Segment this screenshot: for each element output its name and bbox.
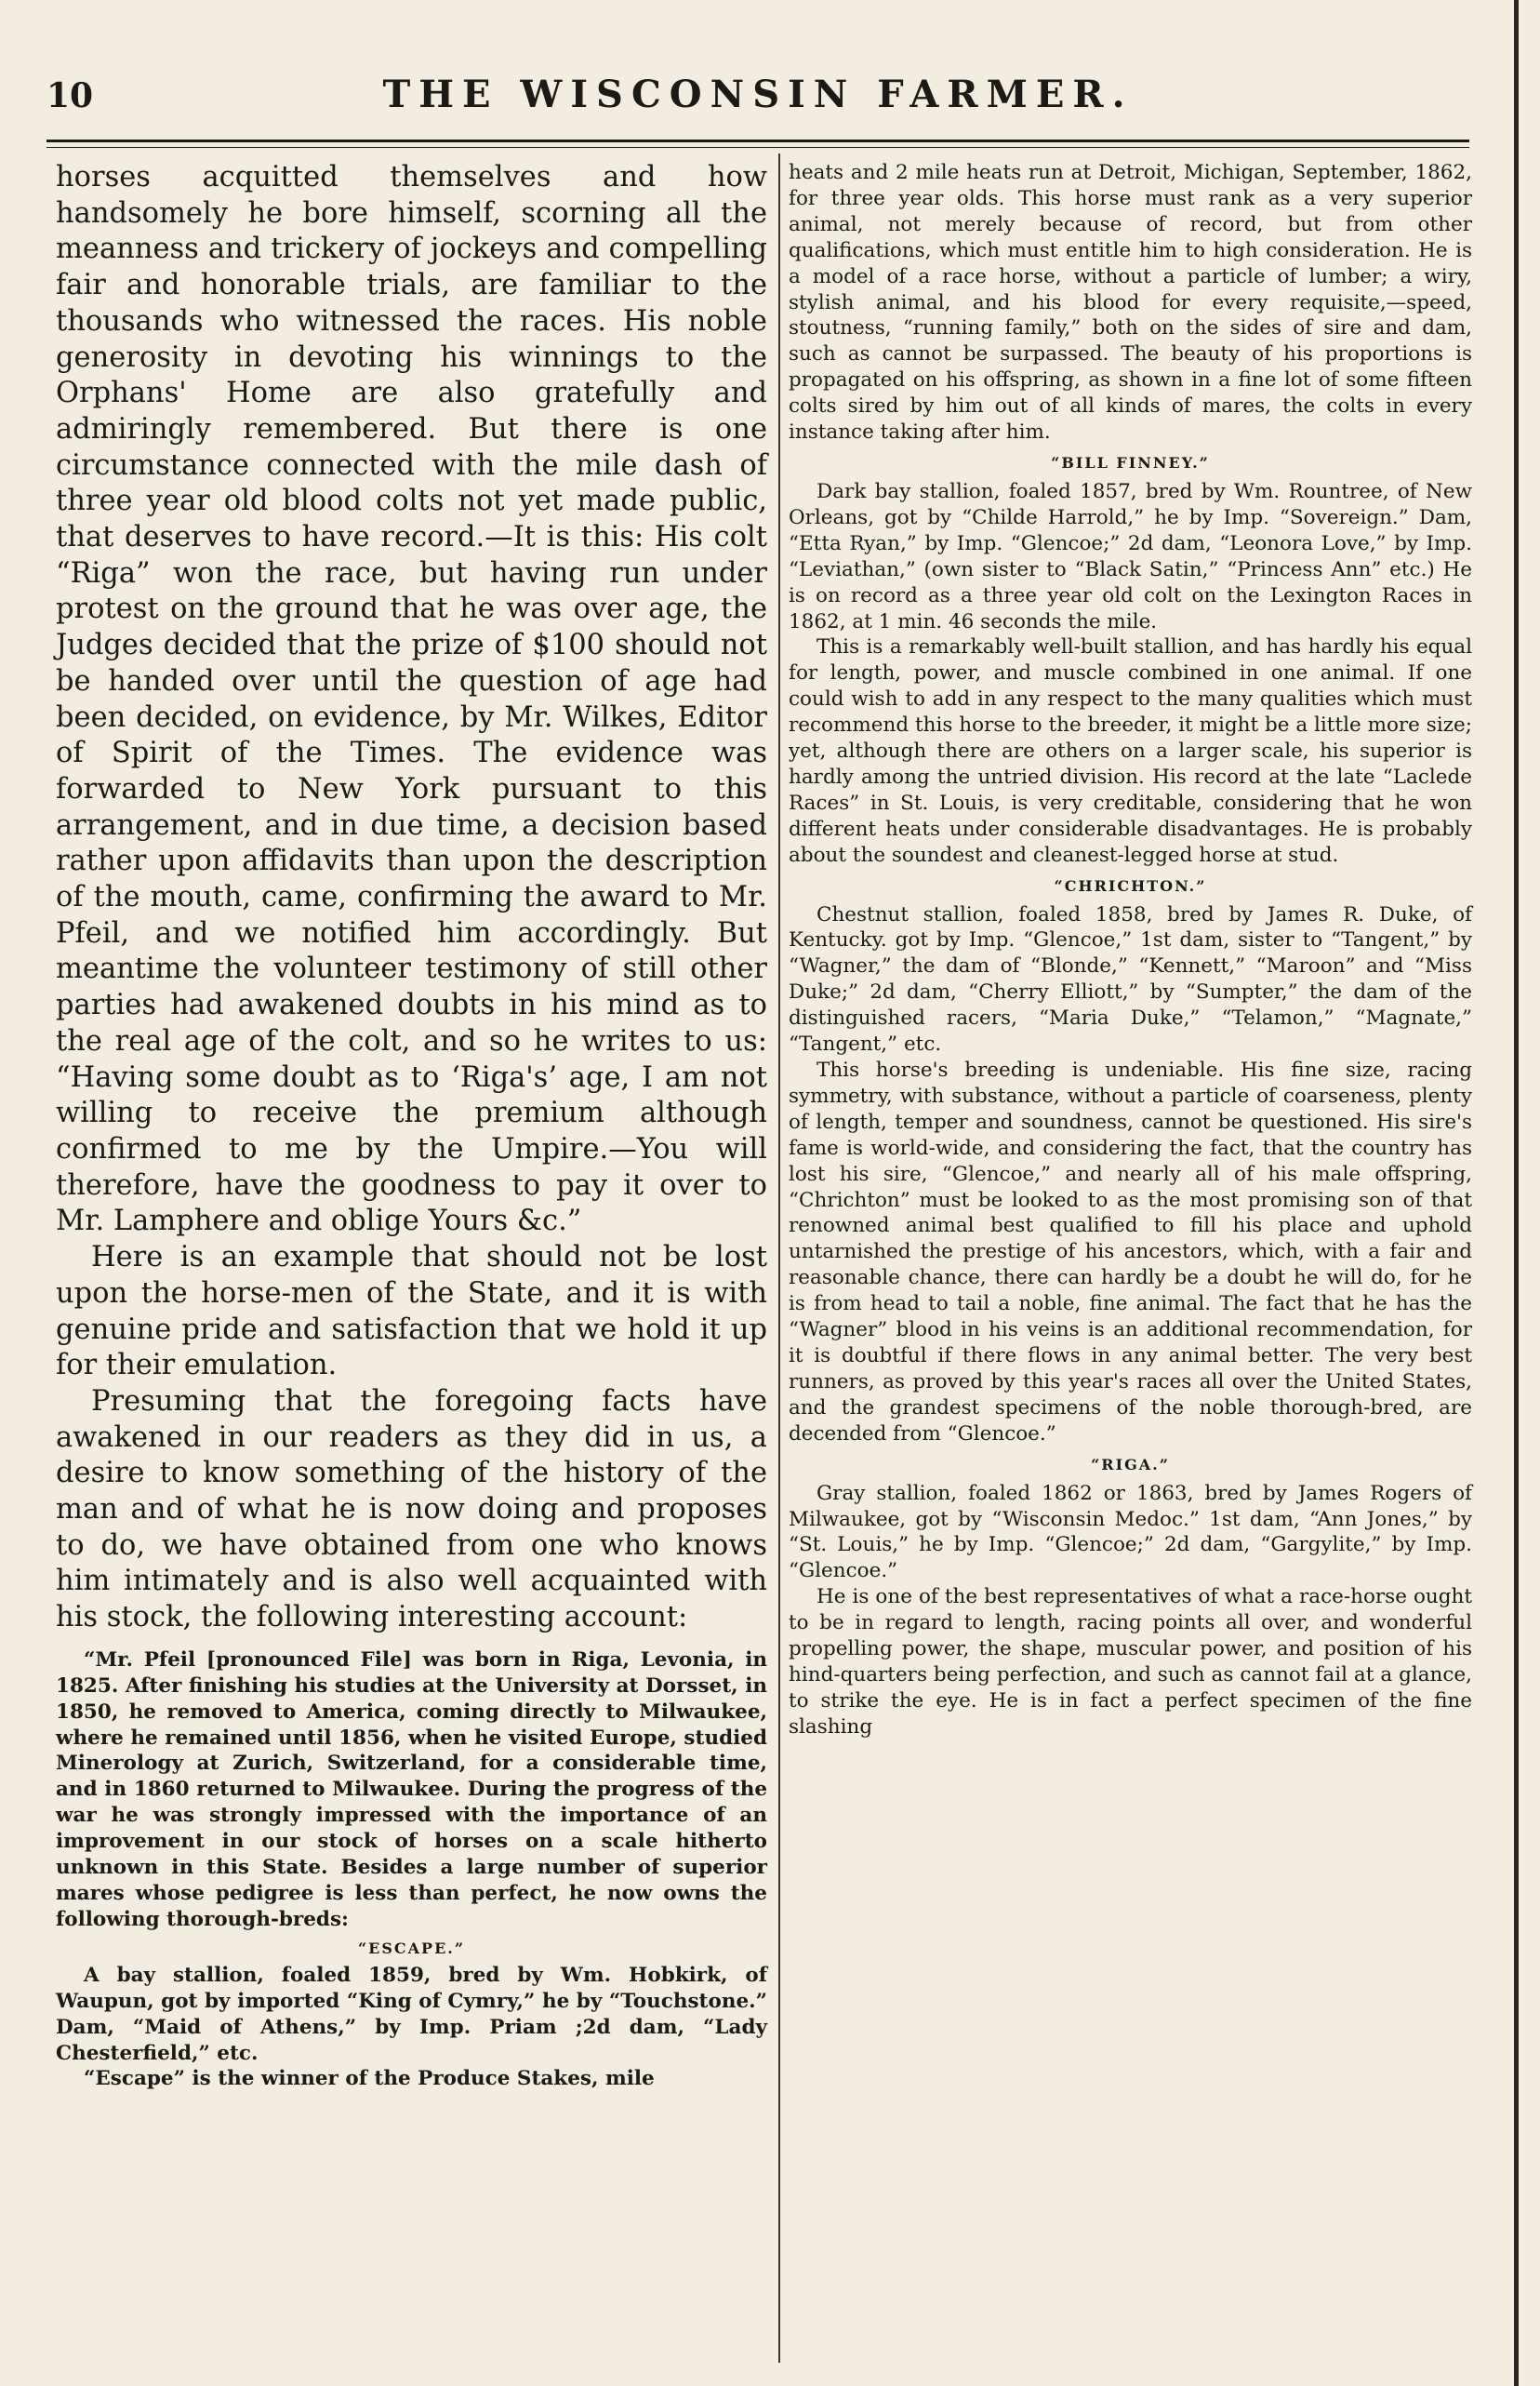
section-heading-escape: “ESCAPE.”	[357, 1939, 466, 1957]
section-heading-chrichton: “CHRICHTON.”	[1054, 876, 1207, 895]
paragraph: Chestnut stallion, foaled 1858, bred by James R. Duke, of Kentucky. got by Imp. “Glencoe,” 1st dam, sister to “Tangent,” by “Wagner,” the dam of “Blonde,” “Kennett,” “Maroon” and “Miss Duke;” 2d dam, “Cherry Elliott,” by “Sumpter,” the dam of the distinguished racers, “Maria Duke,” “Telamon,” “Magnate,” “Tangent,” etc.	[789, 902, 1472, 1057]
section-heading-bill-finney: “BILL FINNEY.”	[1051, 453, 1210, 472]
paragraph: Presuming that the foregoing facts have awakened in our readers as they did in us, a desire to know something of the history of the man and of what he is now doing and proposes to do, we have obtained from one who knows him intimately and is also well acquainted with his stock, the following interesting account:	[56, 1384, 767, 1634]
paragraph: “Mr. Pfeil [pronounced File] was born in Riga, Levonia, in 1825. After finishing his studies at the University at Dorsset, in 1850, he removed to America, coming directly to Milwaukee, where he remained until 1856, when he visited Europe, studied Minerology at Zurich, Switzerland, for a considerable time, and in 1860 returned to Milwaukee. During the progress of the war he was strongly impressed with the importance of an improvement in our stock of horses on a scale hitherto unknown in this State. Besides a large number of superior mares whose pedigree is less than perfect, he now owns the following thorough-breds:	[56, 1647, 767, 1931]
column-divider	[778, 153, 780, 2363]
paragraph: A bay stallion, foaled 1859, bred by Wm. Hobkirk, of Waupun, got by imported “King of Cymry,” he by “Touchstone.” Dam, “Maid of Athens,” by Imp. Priam ;2d dam, “Lady Chesterfield,” etc.	[56, 1963, 767, 2065]
left-body	[56, 160, 767, 1636]
paragraph: This is a remarkably well-built stallion, and has hardly his equal for length, power, and muscle combined in one animal. If one could wish to add in any respect to the many qualities which must recommend this horse to the breeder, it might be a little more size; yet, although there are others on a larger scale, his superior is hardly among the untried division. His record at the late “Laclede Races” in St. Louis, is very creditable, considering that he won different heats under considerable disadvantages. He is probably about the soundest and cleanest-legged horse at stud.	[789, 635, 1472, 867]
paragraph: This horse's breeding is undeniable. His fine size, racing symmetry, with substance, without a particle of coarseness, plenty of length, temper and soundness, cannot be questioned. His sire's fame is world-wide, and considering the fact, that the country has lost his sire, “Glencoe,” and nearly all of his male offspring, “Chrichton” must be looked to as the most promising son of that renowned animal best qualified to fill his place and uphold untarnished the prestige of his ancestors, which, with a fair and reasonable chance, there can hardly be a doubt he will do, for he is from head to tail a noble, fine animal. The fact that he has the “Wagner” blood in his veins is an additional recommendation, for it is doubtful if there flows in any animal better. The very best runners, as proved by this year's races all over the United States, and the grandest specimens of the noble thorough-bred, are decended from “Glencoe.”	[789, 1059, 1472, 1446]
paragraph: Here is an example that should not be lost upon the horse-men of the State, and it is with genuine pride and satisfaction that we hold it up for their emulation.	[56, 1241, 767, 1382]
publication-title: THE WISCONSIN FARMER.	[382, 73, 1134, 116]
page-number: 10	[46, 76, 94, 115]
right-column	[789, 160, 1472, 1740]
section-heading-riga: “RIGA.”	[1091, 1455, 1170, 1473]
paragraph: Dark bay stallion, foaled 1857, bred by Wm. Rountree, of New Orleans, got by “Childe Harrold,” he by Imp. “Sovereign.” Dam, “Etta Ryan,” by Imp. “Glencoe;” 2d dam, “Leonora Love,” by Imp. “Leviathan,” (own sister to “Black Satin,” “Princess Ann” etc.) He is on record as a three year old colt on the Lexington Races in 1862, at 1 min. 46 seconds the mile.	[789, 479, 1472, 633]
header-rule-thick	[46, 140, 1469, 142]
paragraph: horses acquitted themselves and how handsomely he bore himself, scorning all the meanness and trickery of jockeys and compelling fair and honorable trials, are familiar to the thousands who witnessed the races. His noble generosity in devoting his winnings to the Orphans' Home are also gratefully and admiringly remembered. But there is one circumstance connected with the mile dash of three year old blood colts not yet made public, that deserves to have record.—It is this: His colt “Riga” won the race, but having run under protest on the ground that he was over age, the Judges decided that the prize of $100 should not be handed over until the question of age had been decided, on evidence, by Mr. Wilkes, Editor of Spirit of the Times. The evidence was forwarded to New York pursuant to this arrangement, and in due time, a decision based rather upon affidavits than upon the description of the mouth, came, confirming the award to Mr. Pfeil, and we notified him accordingly. But meantime the volunteer testimony of still other parties had awakened doubts in his mind as to the real age of the colt, and so he writes to us: “Having some doubt as to ‘Riga's’ age, I am not willing to receive the premium although confirmed to me by the Umpire.—You will therefore, have the goodness to pay it over to Mr. Lamphere and oblige Yours &c.”	[56, 161, 767, 1238]
page-edge-rule	[1514, 0, 1519, 2386]
header-rule-thin	[46, 147, 1469, 148]
page-header	[46, 73, 1469, 132]
pfeil-account	[56, 1647, 767, 2093]
left-column	[56, 160, 767, 2092]
paragraph: Gray stallion, foaled 1862 or 1863, bred by James Rogers of Milwaukee, got by “Wisconsin Medoc.” 1st dam, “Ann Jones,” by “St. Louis,” he by Imp. “Glencoe;” 2d dam, “Gargylite,” by Imp. “Glencoe.”	[789, 1481, 1472, 1583]
paragraph: heats and 2 mile heats run at Detroit, Michigan, September, 1862, for three year olds. This horse must rank as a very superior animal, not merely because of record, but from other qualifications, which must entitle him to high consideration. He is a model of a race horse, without a particle of lumber; a wiry, stylish animal, and his blood for every requisite,—speed, stoutness, “running family,” both on the sides of sire and dam, such as cannot be surpassed. The beauty of his proportions is propagated on his offspring, as shown in a fine lot of some fifteen colts sired by him out of all kinds of mares, the colts in every instance taking after him.	[789, 161, 1472, 445]
paragraph: “Escape” is the winner of the Produce Stakes, mile	[84, 2067, 655, 2091]
paragraph: He is one of the best representatives of what a race-horse ought to be in regard to length, racing points all over, and wonderful propelling power, the shape, muscular power, and position of his hind-quarters being perfection, and such as cannot fail at a glance, to strike the eye. He is in fact a perfect specimen of the fine slashing	[789, 1585, 1472, 1739]
